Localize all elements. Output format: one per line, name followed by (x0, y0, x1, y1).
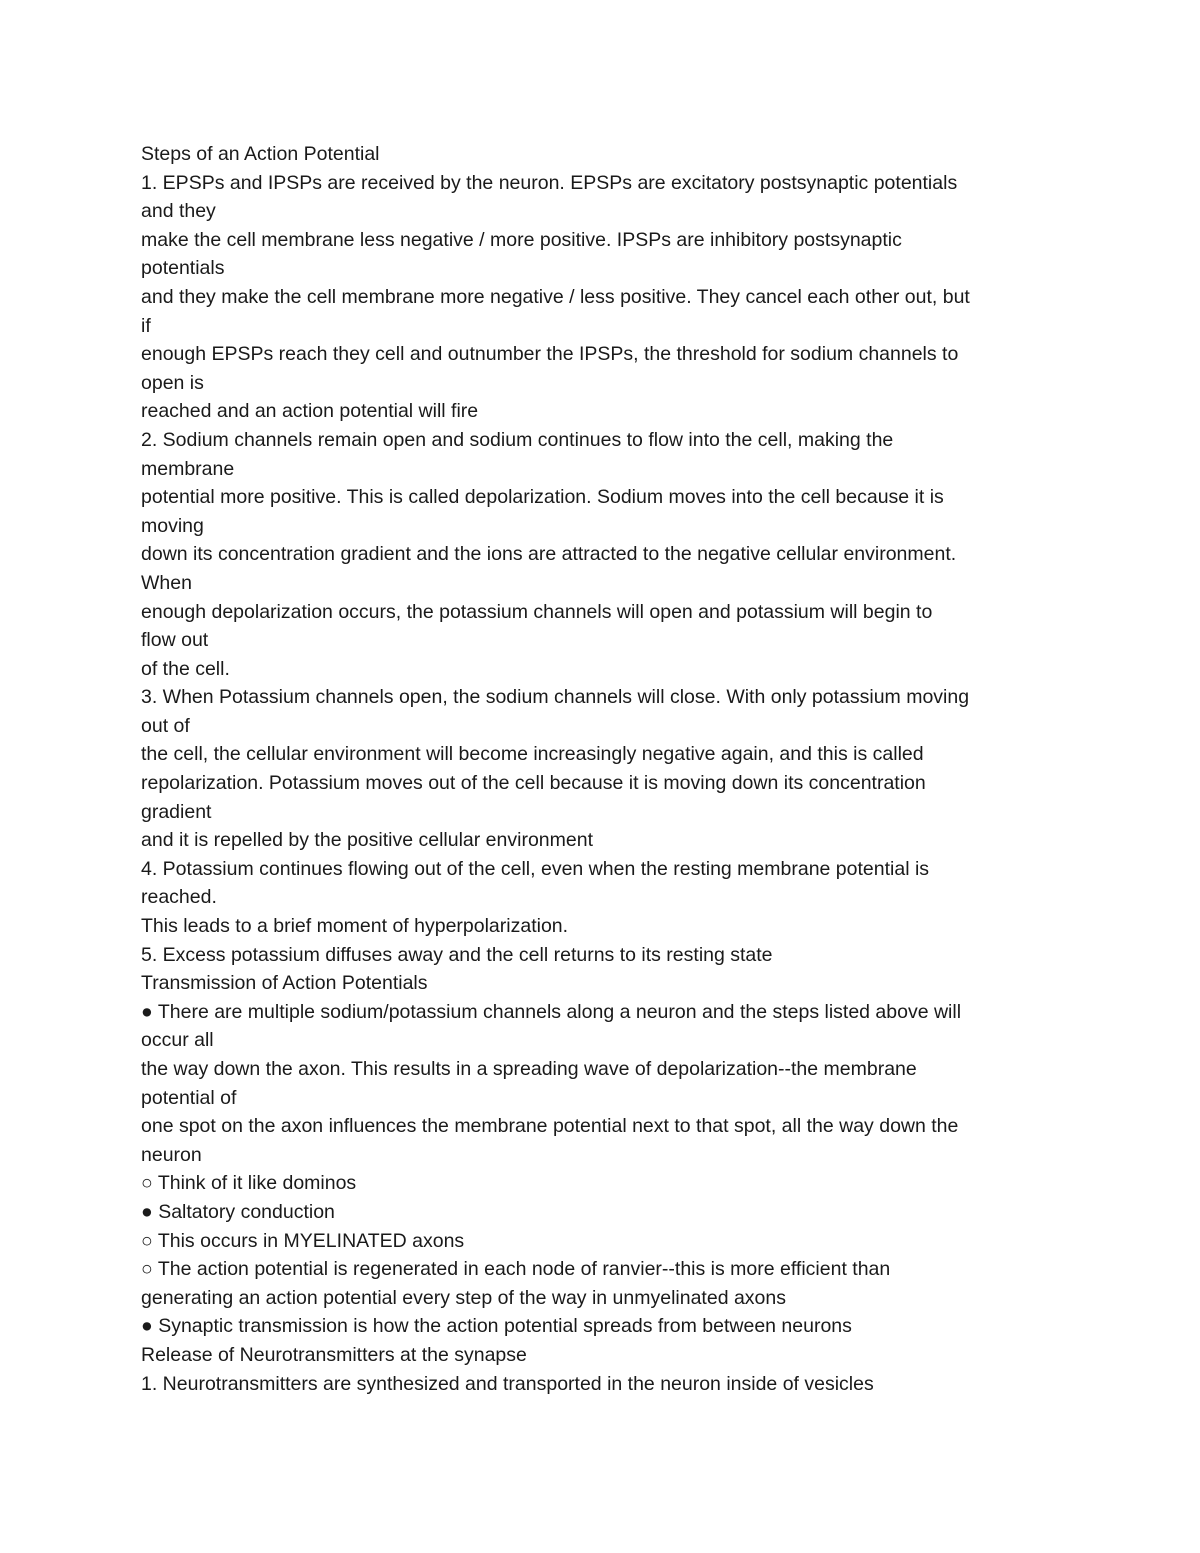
text-line: out of (141, 714, 190, 737)
section-heading-transmission: Transmission of Action Potentials (141, 972, 428, 995)
text-line: When (141, 571, 192, 594)
text-line: reached and an action potential will fire (141, 400, 479, 423)
text-line: neuron (141, 1143, 202, 1166)
text-line: one spot on the axon influences the membrane potential next to that spot, all the way down the (141, 1115, 959, 1138)
text-line: and it is repelled by the positive cellular environment (141, 829, 593, 852)
text-line: the cell, the cellular environment will become increasingly negative again, and this is called (141, 743, 924, 766)
text-line: reached. (141, 886, 217, 909)
document-body (141, 140, 1071, 1398)
text-line: occur all (141, 1029, 214, 1052)
text-line: repolarization. Potassium moves out of the cell because it is moving down its concentration (141, 772, 926, 795)
bullet-line: ● There are multiple sodium/potassium channels along a neuron and the steps listed above will (141, 1000, 962, 1023)
text-line: moving (141, 514, 204, 537)
text-line: of the cell. (141, 657, 230, 680)
text-line: make the cell membrane less negative / more positive. IPSPs are inhibitory postsynaptic (141, 228, 902, 251)
text-line: gradient (141, 800, 212, 823)
text-line: potentials (141, 257, 225, 280)
text-line: flow out (141, 629, 209, 652)
bullet-line: ● Saltatory conduction (141, 1200, 335, 1223)
text-line: 1. Neurotransmitters are synthesized and transported in the neuron inside of vesicles (141, 1372, 874, 1395)
text-line: membrane (141, 457, 235, 480)
text-line: 2. Sodium channels remain open and sodium continues to flow into the cell, making the (141, 428, 894, 451)
text-line: 3. When Potassium channels open, the sodium channels will close. With only potassium moving (141, 686, 970, 709)
sub-bullet-line: ○ Think of it like dominos (141, 1172, 357, 1195)
text-line: down its concentration gradient and the ions are attracted to the negative cellular environment. (141, 543, 957, 566)
text-line: enough depolarization occurs, the potassium channels will open and potassium will begin to (141, 600, 933, 623)
text-line: 1. EPSPs and IPSPs are received by the neuron. EPSPs are excitatory postsynaptic potentials (141, 171, 958, 194)
section-heading-steps: Steps of an Action Potential (141, 143, 380, 165)
text-line: 4. Potassium continues flowing out of the cell, even when the resting membrane potential is (141, 857, 930, 880)
bullet-line: ● Synaptic transmission is how the action potential spreads from between neurons (141, 1315, 852, 1338)
text-line: generating an action potential every step of the way in unmyelinated axons (141, 1286, 786, 1309)
text-line: potential of (141, 1086, 237, 1109)
text-line: This leads to a brief moment of hyperpolarization. (141, 915, 569, 938)
sub-bullet-line: ○ This occurs in MYELINATED axons (141, 1229, 465, 1252)
sub-bullet-line: ○ The action potential is regenerated in each node of ranvier--this is more efficient than (141, 1258, 891, 1281)
text-line: if (141, 314, 151, 337)
section-heading-release: Release of Neurotransmitters at the synapse (141, 1343, 527, 1366)
text-line: the way down the axon. This results in a spreading wave of depolarization--the membrane (141, 1058, 917, 1080)
text-line: potential more positive. This is called depolarization. Sodium moves into the cell because it is (141, 486, 944, 509)
text-line: open is (141, 371, 204, 394)
text-line: and they make the cell membrane more negative / less positive. They cancel each other out, but (141, 285, 970, 308)
text-line: enough EPSPs reach they cell and outnumber the IPSPs, the threshold for sodium channels to (141, 343, 959, 366)
text-line: 5. Excess potassium diffuses away and the cell returns to its resting state (141, 943, 773, 966)
text-line: and they (141, 200, 216, 223)
